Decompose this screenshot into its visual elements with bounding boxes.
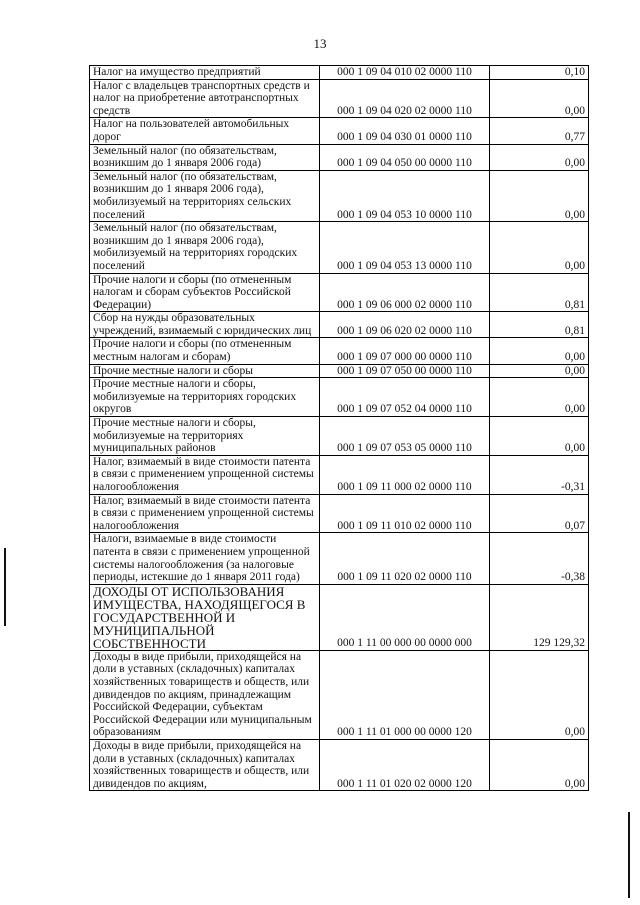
row-name-cell: Земельный налог (по обязательствам, возникшим до 1 января 2006 года), мобилизуемый на территориях городских поселений [90,222,320,273]
row-name-cell: Земельный налог (по обязательствам, возникшим до 1 января 2006 года), мобилизуемый на территориях сельских поселений [90,170,320,221]
table-row [90,222,589,273]
page-number: 13 [313,36,327,51]
table-row [90,273,589,312]
row-name-cell: Сбор на нужды образовательных учреждений, взимаемый с юридических лиц [90,312,320,338]
scan-edge-mark-right [628,812,630,898]
row-code-cell: 000 1 09 04 010 02 0000 110 [320,66,490,80]
row-name-cell: Налог, взимаемый в виде стоимости патента в связи с применением упрощенной системы налогообложения [90,455,320,494]
row-name-cell: Прочие налоги и сборы (по отмененным местным налогам и сборам) [90,338,320,364]
row-code-cell: 000 1 09 06 020 02 0000 110 [320,312,490,338]
row-amount-cell: 0,00 [490,170,589,221]
scan-edge-mark-left [4,548,6,626]
table-body [90,66,589,791]
table-row [90,338,589,364]
row-code-cell: 000 1 11 01 000 00 0000 120 [320,650,490,739]
row-code-cell: 000 1 09 04 053 10 0000 110 [320,170,490,221]
row-name-cell: Налог с владельцев транспортных средств и налог на приобретение автотранспортных средств [90,79,320,118]
row-name-cell: Доходы в виде прибыли, приходящейся на доли в уставных (складочных) капиталах хозяйственных товариществ и обществ, или дивидендов по акциям, принадлежащим Российской Федерации, субъектам Российской Федерации или муниципальным образованиям [90,650,320,739]
table-row [90,650,589,739]
row-amount-cell: 0,00 [490,650,589,739]
row-code-cell: 000 1 11 01 020 02 0000 120 [320,739,490,790]
table-row [90,79,589,118]
row-name-cell: Прочие местные налоги и сборы [90,364,320,378]
row-amount-cell: 0,00 [490,739,589,790]
row-amount-cell: 0,81 [490,312,589,338]
row-code-cell: 000 1 09 04 020 02 0000 110 [320,79,490,118]
table-row [90,378,589,417]
row-amount-cell: 129 129,32 [490,584,589,650]
table-row [90,417,589,456]
table-row [90,312,589,338]
row-name-cell: Налог, взимаемый в виде стоимости патента в связи с применением упрощенной системы налогообложения [90,494,320,533]
row-name-cell: Налоги, взимаемые в виде стоимости патента в связи с применением упрощенной системы налогообложения (за налоговые периоды, истекшие до 1 января 2011 года) [90,533,320,584]
row-amount-cell: 0,00 [490,144,589,170]
row-amount-cell: 0,00 [490,364,589,378]
row-code-cell: 000 1 09 07 000 00 0000 110 [320,338,490,364]
row-name-cell: Земельный налог (по обязательствам, возникшим до 1 января 2006 года) [90,144,320,170]
row-code-cell: 000 1 09 06 000 02 0000 110 [320,273,490,312]
row-name-cell: Налог на имущество предприятий [90,66,320,80]
row-name-cell: Прочие местные налоги и сборы, мобилизуемые на территориях городских округов [90,378,320,417]
row-code-cell: 000 1 09 11 020 02 0000 110 [320,533,490,584]
row-amount-cell: 0,07 [490,494,589,533]
table-row [90,455,589,494]
budget-revenue-table [89,65,589,791]
row-amount-cell: 0,81 [490,273,589,312]
row-amount-cell: -0,38 [490,533,589,584]
table-row [90,364,589,378]
row-name-cell: ДОХОДЫ ОТ ИСПОЛЬЗОВАНИЯ ИМУЩЕСТВА, НАХОДЯЩЕГОСЯ В ГОСУДАРСТВЕННОЙ И МУНИЦИПАЛЬНОЙ СОБСТВЕННОСТИ [90,584,320,650]
table-row [90,170,589,221]
row-code-cell: 000 1 09 04 053 13 0000 110 [320,222,490,273]
row-name-cell: Доходы в виде прибыли, приходящейся на доли в уставных (складочных) капиталах хозяйственных товариществ и обществ, или дивидендов по акциям, [90,739,320,790]
row-name-cell: Прочие местные налоги и сборы, мобилизуемые на территориях муниципальных районов [90,417,320,456]
table-row [90,118,589,144]
row-code-cell: 000 1 09 04 050 00 0000 110 [320,144,490,170]
row-code-cell: 000 1 09 04 030 01 0000 110 [320,118,490,144]
row-code-cell: 000 1 11 00 000 00 0000 000 [320,584,490,650]
table-row [90,66,589,80]
row-amount-cell: 0,00 [490,222,589,273]
row-amount-cell: 0,00 [490,338,589,364]
row-code-cell: 000 1 09 11 000 02 0000 110 [320,455,490,494]
table-row [90,144,589,170]
row-name-cell: Налог на пользователей автомобильных дорог [90,118,320,144]
row-amount-cell: 0,00 [490,378,589,417]
table-row [90,584,589,650]
row-code-cell: 000 1 09 07 050 00 0000 110 [320,364,490,378]
row-name-cell: Прочие налоги и сборы (по отмененным налогам и сборам субъектов Российской Федерации) [90,273,320,312]
row-amount-cell: -0,31 [490,455,589,494]
row-amount-cell: 0,10 [490,66,589,80]
table-row [90,739,589,790]
row-amount-cell: 0,00 [490,79,589,118]
row-amount-cell: 0,00 [490,417,589,456]
row-code-cell: 000 1 09 07 052 04 0000 110 [320,378,490,417]
table-row [90,533,589,584]
row-code-cell: 000 1 09 07 053 05 0000 110 [320,417,490,456]
row-code-cell: 000 1 09 11 010 02 0000 110 [320,494,490,533]
row-amount-cell: 0,77 [490,118,589,144]
table-row [90,494,589,533]
